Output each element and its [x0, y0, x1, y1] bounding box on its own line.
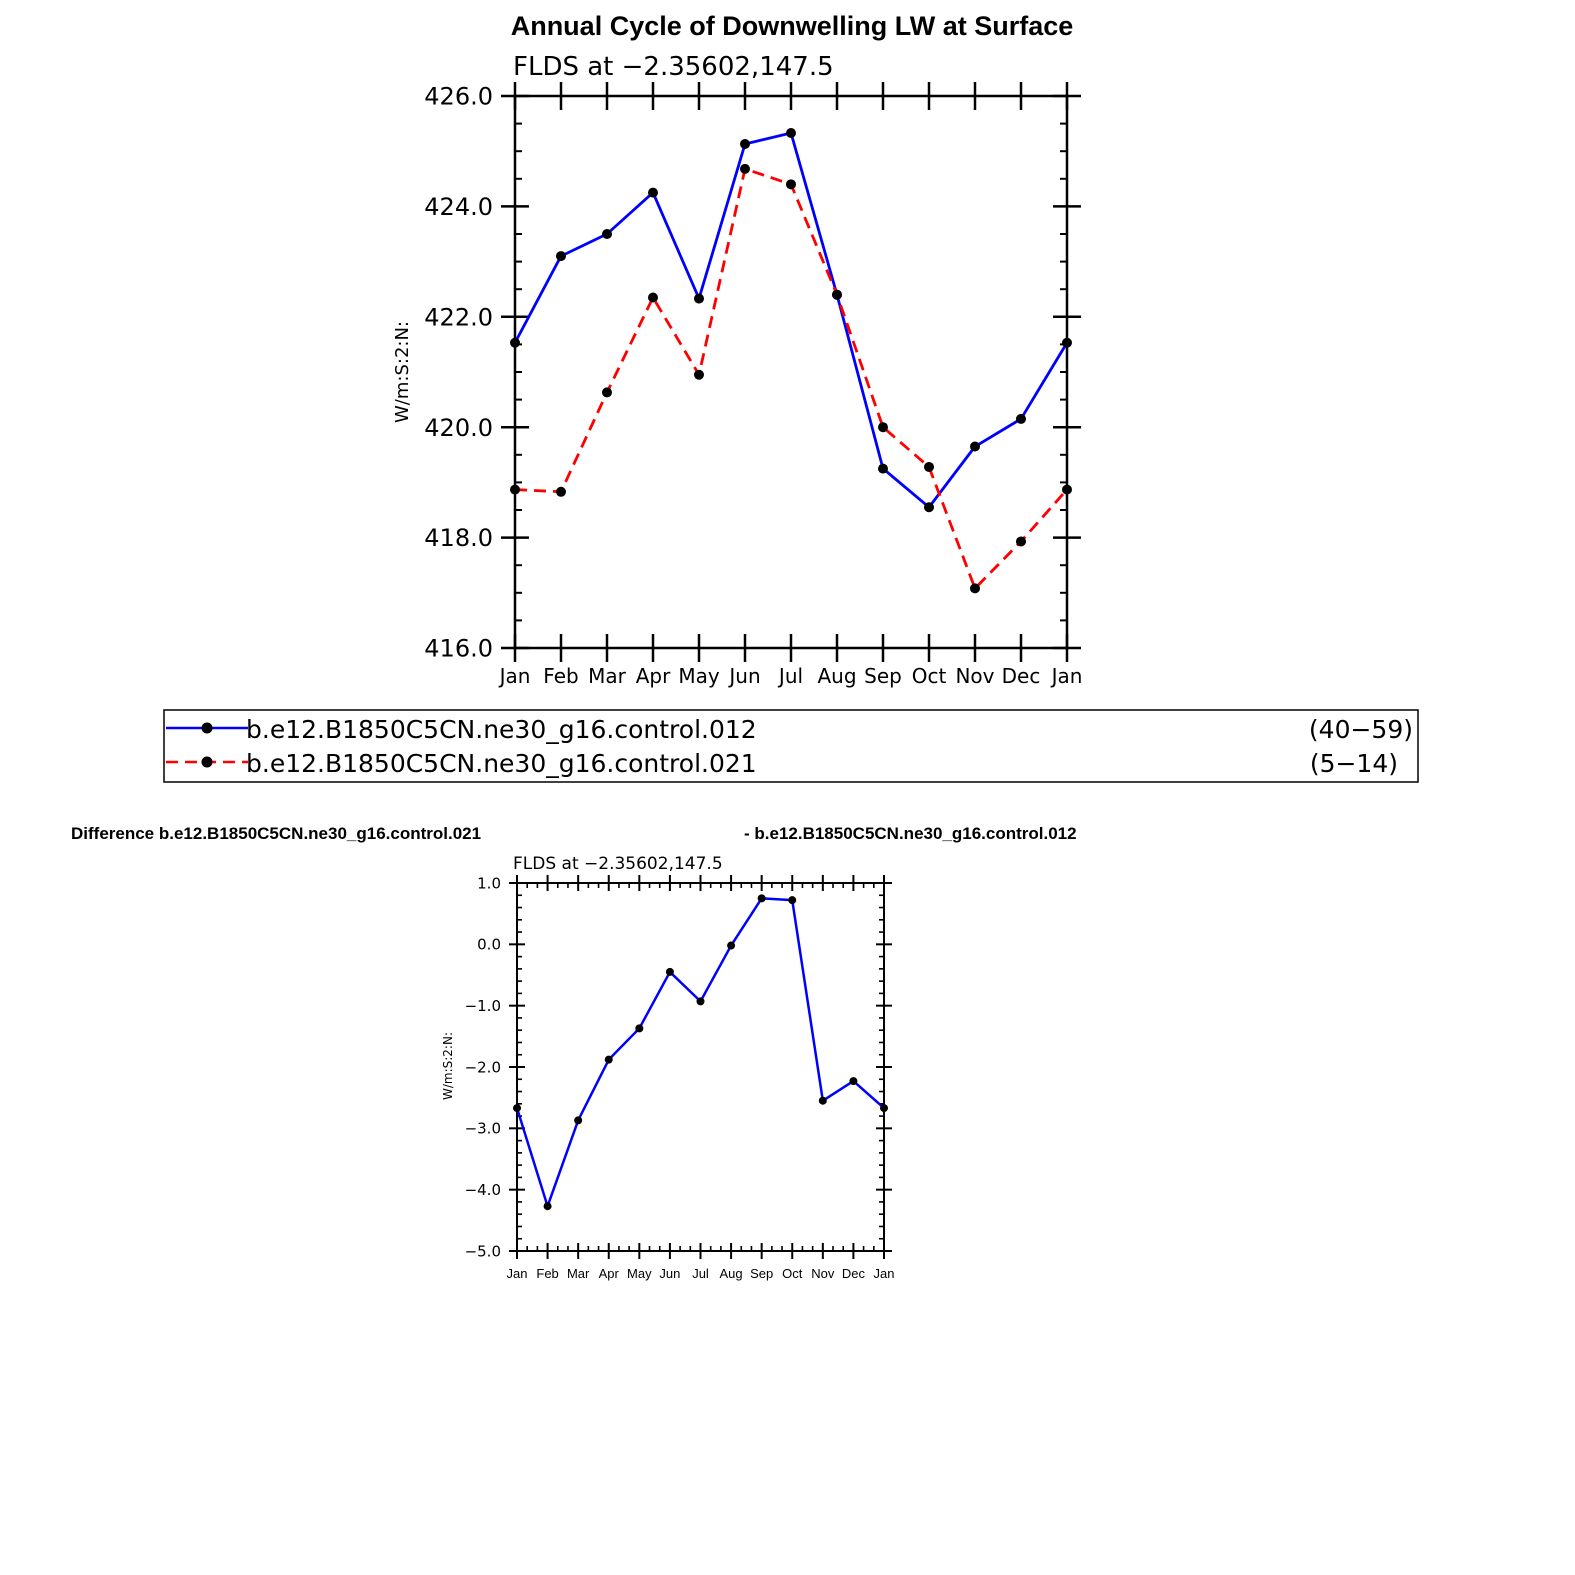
data-point: [878, 464, 888, 474]
x-tick-label: Jan: [873, 1266, 895, 1281]
data-point: [788, 896, 796, 904]
data-point: [878, 422, 888, 432]
data-point: [758, 894, 766, 902]
y-tick-label: −1.0: [464, 997, 501, 1016]
data-point: [849, 1077, 857, 1085]
legend-marker-1: [202, 723, 213, 734]
x-tick-label: Apr: [635, 664, 671, 688]
data-point: [786, 128, 796, 138]
bottom-ylabel: W/m:S:2:N:: [441, 1032, 455, 1100]
data-point: [510, 338, 520, 348]
y-tick-label: 418.0: [424, 524, 493, 553]
plot-frame: [515, 96, 1067, 648]
series-line-2: [515, 169, 1067, 589]
legend-label-2: b.e12.B1850C5CN.ne30_g16.control.021: [246, 749, 757, 778]
bottom-marks: [513, 894, 888, 1210]
data-point: [1062, 485, 1072, 495]
data-point: [556, 487, 566, 497]
data-point: [544, 1202, 552, 1210]
data-point: [556, 251, 566, 261]
series-line-1: [517, 898, 884, 1206]
legend-years-2: (5−14): [1309, 749, 1398, 778]
legend-entry-2: [166, 749, 1398, 778]
y-tick-label: 422.0: [424, 303, 493, 332]
data-point: [880, 1104, 888, 1112]
x-tick-label: Jan: [1051, 664, 1083, 688]
y-tick-label: 424.0: [424, 193, 493, 222]
data-point: [819, 1097, 827, 1105]
y-tick-label: −2.0: [464, 1058, 501, 1077]
x-tick-label: Feb: [536, 1266, 559, 1281]
legend: [164, 710, 1418, 782]
y-tick-label: 426.0: [424, 82, 493, 111]
x-tick-label: Jul: [692, 1266, 709, 1281]
data-point: [740, 164, 750, 174]
data-point: [694, 370, 704, 380]
x-tick-label: Oct: [911, 664, 947, 688]
data-point: [602, 229, 612, 239]
x-tick-label: Dec: [1001, 664, 1041, 688]
x-tick-label: Nov: [955, 664, 995, 688]
x-tick-label: Jun: [659, 1266, 681, 1281]
page-title: Annual Cycle of Downwelling LW at Surface: [510, 11, 1074, 41]
data-point: [635, 1024, 643, 1032]
data-point: [648, 292, 658, 302]
data-point: [666, 968, 674, 976]
data-point: [1016, 536, 1026, 546]
x-tick-label: Nov: [811, 1266, 835, 1281]
data-point: [740, 139, 750, 149]
x-tick-label: Jan: [506, 1266, 528, 1281]
data-point: [970, 442, 980, 452]
data-point: [697, 997, 705, 1005]
x-tick-label: Mar: [566, 1266, 590, 1281]
x-tick-label: May: [627, 1266, 652, 1281]
diff-title-right: - b.e12.B1850C5CN.ne30_g16.control.012: [744, 824, 1077, 843]
legend-label-1: b.e12.B1850C5CN.ne30_g16.control.012: [246, 715, 757, 744]
x-tick-label: Dec: [841, 1266, 865, 1281]
data-point: [727, 942, 735, 950]
x-tick-label: Jul: [778, 664, 804, 688]
data-point: [970, 583, 980, 593]
y-tick-label: −4.0: [464, 1181, 501, 1200]
x-tick-label: Apr: [598, 1266, 619, 1281]
data-point: [832, 290, 842, 300]
y-tick-label: 0.0: [477, 935, 501, 954]
data-point: [574, 1116, 582, 1124]
plot-frame: [517, 883, 884, 1251]
diff-title-left: Difference b.e12.B1850C5CN.ne30_g16.control.021: [71, 824, 482, 843]
data-point: [694, 294, 704, 304]
x-tick-label: Jan: [499, 664, 531, 688]
y-tick-label: 420.0: [424, 413, 493, 442]
x-tick-label: Sep: [750, 1266, 774, 1281]
x-tick-label: Mar: [588, 664, 626, 688]
x-tick-label: Aug: [817, 664, 857, 688]
x-tick-label: Feb: [543, 664, 579, 688]
x-tick-label: Oct: [782, 1266, 803, 1281]
legend-marker-2: [202, 757, 213, 768]
bottom-subtitle: FLDS at −2.35602,147.5: [513, 854, 723, 874]
data-point: [1016, 414, 1026, 424]
data-point: [648, 188, 658, 198]
data-point: [605, 1056, 613, 1064]
bottom-panel: [71, 824, 1077, 1281]
top-ylabel: W/m:S:2:N:: [392, 321, 413, 423]
data-point: [602, 387, 612, 397]
data-point: [786, 179, 796, 189]
data-point: [513, 1104, 521, 1112]
data-point: [924, 462, 934, 472]
legend-years-1: (40−59): [1308, 715, 1413, 744]
legend-entry-1: [166, 715, 1413, 744]
x-tick-label: Sep: [864, 664, 902, 688]
bottom-axes: [465, 874, 895, 1281]
y-tick-label: 1.0: [477, 874, 501, 893]
x-tick-label: Jun: [729, 664, 761, 688]
top-subtitle: FLDS at −2.35602,147.5: [513, 52, 834, 82]
data-point: [510, 485, 520, 495]
y-tick-label: −5.0: [464, 1242, 501, 1261]
data-point: [1062, 338, 1072, 348]
y-tick-label: −3.0: [464, 1119, 501, 1138]
data-point: [924, 502, 934, 512]
x-tick-label: May: [678, 664, 720, 688]
y-tick-label: 416.0: [424, 634, 493, 663]
top-panel: [392, 11, 1082, 688]
x-tick-label: Aug: [719, 1266, 743, 1281]
top-marks: [510, 128, 1072, 593]
